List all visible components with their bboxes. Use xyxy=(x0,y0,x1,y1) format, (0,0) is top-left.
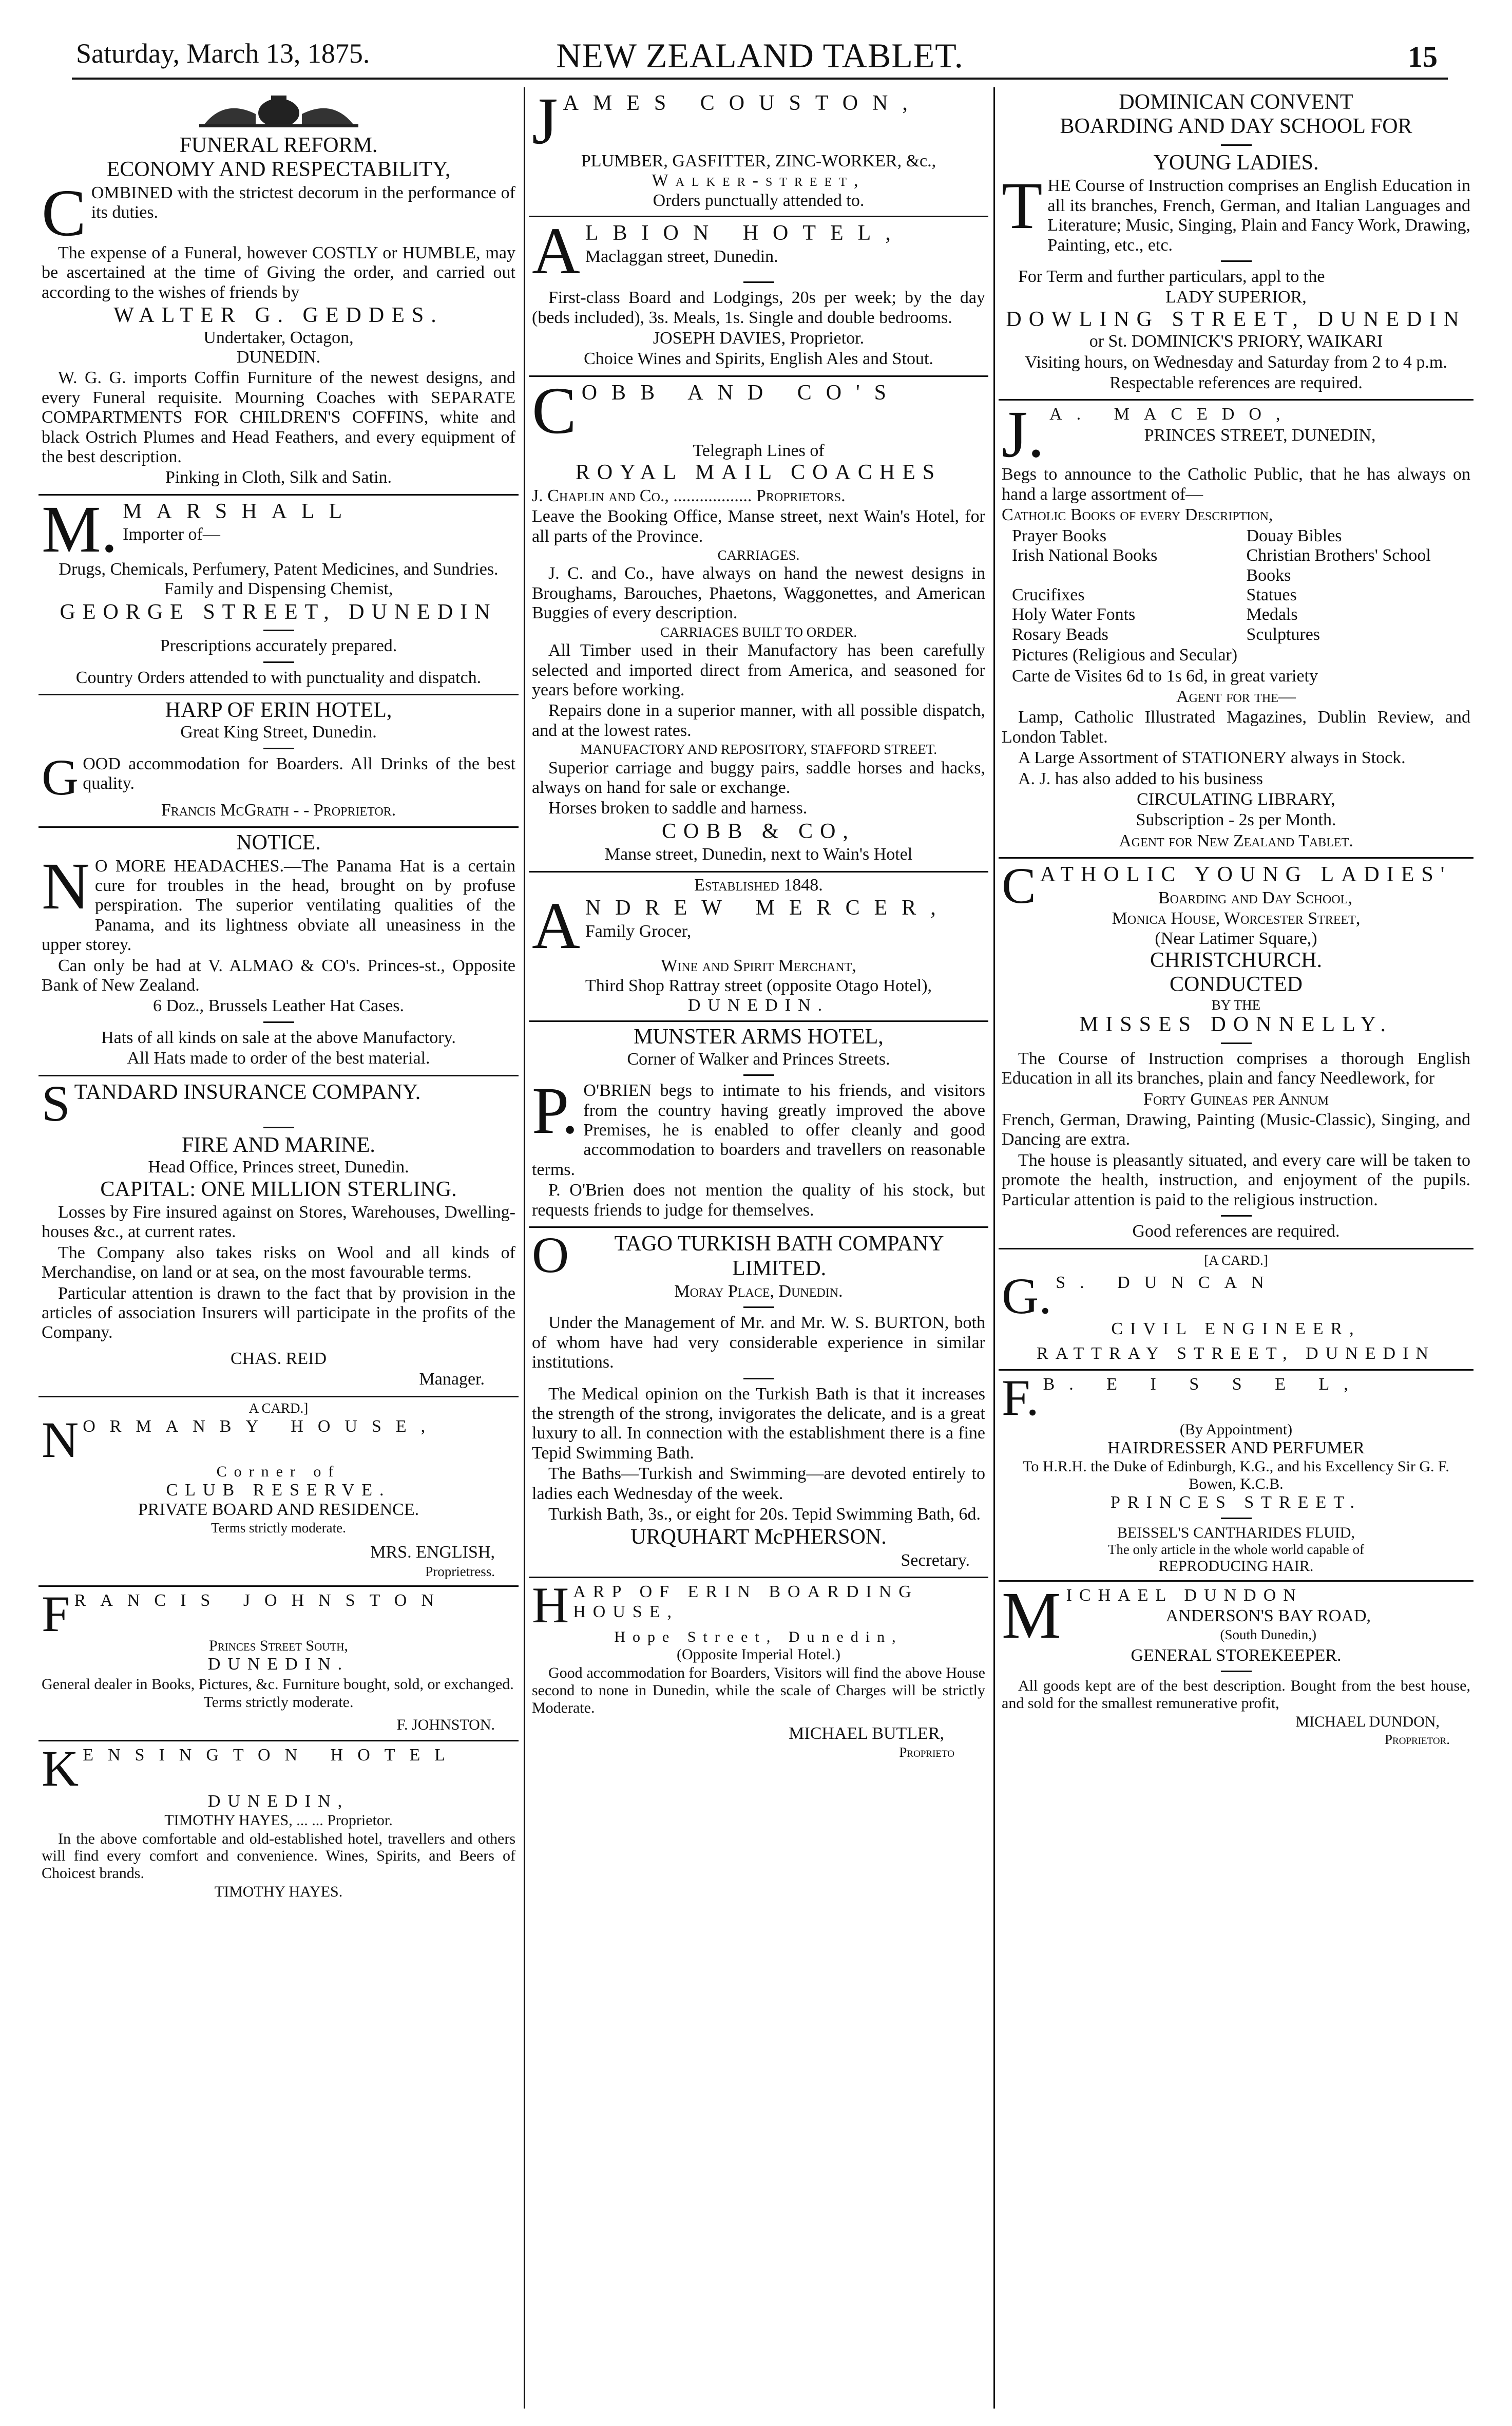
ad-signature: MICHAEL BUTLER, xyxy=(789,1723,944,1743)
ad-text: O MORE HEADACHES.—The Panama Hat is a certain cure for troubles in the head, brought on by profuse perspiration. The superior ventilating qualities of the Panama, and its lightness obviate all uneasiness in the upper storey. xyxy=(42,856,515,955)
ad-text: Under the Management of Mr. and Mr. W. S. BURTON, both of whom have had very considerable experience in similar institutions. xyxy=(532,1313,985,1372)
ad-text: HAIRDRESSER AND PERFUMER xyxy=(1107,1438,1365,1457)
ad-heading: CARRIAGES BUILT TO ORDER. xyxy=(660,624,857,640)
drop-cap: T xyxy=(1002,169,1043,243)
ad-text: (By Appointment) xyxy=(1179,1420,1293,1438)
ad-text: Agent for New Zealand Tablet. xyxy=(1119,831,1353,850)
ad-text: Head Office, Princes street, Dunedin. xyxy=(148,1158,409,1177)
masthead xyxy=(72,31,1448,80)
list-item: Irish National Books xyxy=(1012,546,1158,565)
ad-address: PRINCES STREET. xyxy=(1111,1492,1362,1512)
ad-harp-of-erin-boarding-house xyxy=(529,1578,988,1766)
ad-text: J. Chaplin and Co., .................. Proprietors. xyxy=(532,486,846,505)
drop-cap: F xyxy=(42,1585,70,1643)
drop-cap: C xyxy=(532,373,577,448)
ad-address: Manse street, Dunedin, next to Wain's Hotel xyxy=(604,845,913,864)
ad-text: ROYAL MAIL COACHES xyxy=(575,461,942,485)
ad-text: Boarding and Day School, xyxy=(1158,888,1352,907)
drop-cap: S xyxy=(42,1074,70,1132)
ad-text: 6 Doz., Brussels Leather Hat Cases. xyxy=(152,996,405,1016)
ad-munster-arms-hotel xyxy=(529,1022,988,1228)
ad-text: General dealer in Books, Pictures, &c. Furniture bought, sold, or exchanged. xyxy=(42,1675,514,1693)
ad-dominican-convent xyxy=(999,87,1473,401)
ad-text: Walker-street, xyxy=(652,171,866,191)
ad-role: Manager. xyxy=(419,1370,485,1389)
ad-text: (Opposite Imperial Hotel.) xyxy=(676,1646,841,1663)
ad-text: Corner of xyxy=(216,1463,341,1481)
ad-signature: CHAS. REID xyxy=(230,1349,327,1368)
ad-text: DUNEDIN, xyxy=(207,1792,350,1811)
ad-text: Maclaggan street, Dunedin. xyxy=(585,247,778,266)
ad-address: Great King Street, Dunedin. xyxy=(180,723,377,742)
ad-text: Agent for the— xyxy=(1176,687,1296,706)
ad-text: J. C. and Co., have always on hand the newest designs in Broughams, Barouches, Phaetons, Waggonettes, and American Buggies of every description. xyxy=(532,564,985,623)
ad-text: HE Course of Instruction comprises an English Education in all its branches, French, German, and Italian Languages and Literature; Music, Singing, Plain and Fancy Work, Drawing, Painting, etc., etc. xyxy=(1047,176,1470,255)
ad-title: ATHOLIC YOUNG LADIES' xyxy=(1040,863,1452,887)
ad-signature: URQUHART McPHERSON. xyxy=(630,1525,887,1549)
ad-text: Subscription - 2s per Month. xyxy=(1136,810,1336,830)
ad-text: Begs to announce to the Catholic Public, that he has always on hand a large assortment of— xyxy=(1002,465,1470,504)
drop-cap: P. xyxy=(532,1074,579,1148)
ad-andrew-mercer xyxy=(529,873,988,1022)
ad-harp-of-erin-hotel xyxy=(39,695,519,828)
ad-text: Third Shop Rattray street (opposite Otago Hotel), xyxy=(585,976,932,995)
ad-city: DUNEDIN. xyxy=(236,347,321,367)
ad-title: MARSHALL xyxy=(123,499,357,523)
drop-cap: O xyxy=(532,1226,569,1284)
ad-name: WALTER G. GEDDES. xyxy=(113,304,444,328)
ad-subtitle: BOARDING AND DAY SCHOOL FOR xyxy=(1060,115,1412,139)
ad-francis-johnston xyxy=(39,1587,519,1741)
ad-text: The expense of a Funeral, however COSTLY or HUMBLE, may be ascertained at the time of Giving the order, and carried out according to the wishes of friends by xyxy=(42,243,515,302)
ad-notice-panama xyxy=(39,828,519,1076)
drop-cap: G. xyxy=(1002,1267,1052,1325)
ad-title: A. MACEDO, xyxy=(1049,405,1295,424)
ad-title: OBB AND CO'S xyxy=(581,381,901,405)
ad-text: The Company also takes risks on Wool and all kinds of Merchandise, on land or at sea, on the most favourable terms. xyxy=(42,1243,515,1282)
ad-role: Secretary. xyxy=(901,1550,970,1570)
ad-text: Superior carriage and buggy pairs, saddle horses and hacks, always on hand for sale or exchange. xyxy=(532,758,985,798)
list-item: Medals xyxy=(1246,605,1298,624)
ad-signature: F. JOHNSTON. xyxy=(396,1716,495,1734)
ad-text: Hope Street, Dunedin, xyxy=(614,1628,903,1646)
ad-text: Visiting hours, on Wednesday and Saturday from 2 to 4 p.m. xyxy=(1025,352,1447,372)
ad-proprietor: Francis McGrath - - Proprietor. xyxy=(161,800,396,820)
ad-funeral-reform xyxy=(39,87,519,496)
ad-text: Catholic Books of every Description, xyxy=(1002,505,1273,525)
ad-text: (Near Latimer Square,) xyxy=(1155,928,1317,948)
ad-text: PLUMBER, GASFITTER, ZINC-WORKER, &c., xyxy=(581,151,936,170)
ad-standard-insurance xyxy=(39,1076,519,1397)
newspaper-title: NEW ZEALAND TABLET. xyxy=(556,36,964,75)
ad-text: PRINCES STREET, DUNEDIN, xyxy=(1144,425,1376,445)
ad-text: Importer of— xyxy=(123,525,220,544)
items-list xyxy=(1002,526,1470,645)
ad-text: CLUB RESERVE. xyxy=(166,1481,391,1500)
ad-text: The Medical opinion on the Turkish Bath is that it increases the strength of the strong, invigorates the delicate, and is a great luxury to all. In connection with the establishment there is a fine Tepid Swimming Bath. xyxy=(532,1384,985,1463)
ad-role: Proprietress. xyxy=(425,1563,495,1579)
drop-cap: A xyxy=(532,889,580,963)
page-number: 15 xyxy=(1408,40,1438,73)
list-item: Rosary Beads xyxy=(1012,624,1108,644)
column-middle xyxy=(529,87,988,2409)
ad-text: Forty Guineas per Annum xyxy=(1143,1089,1329,1109)
ad-title: ARP OF ERIN BOARDING HOUSE, xyxy=(573,1582,918,1621)
ad-title: TANDARD INSURANCE COMPANY. xyxy=(74,1080,421,1104)
ad-text: LADY SUPERIOR, xyxy=(1165,288,1307,307)
column-left xyxy=(39,87,519,2409)
card-label: [A CARD.] xyxy=(1204,1252,1268,1268)
ad-role: Proprietor. xyxy=(1385,1731,1450,1747)
ad-text: Monica House, Worcester Street, xyxy=(1112,909,1361,928)
column-divider xyxy=(524,87,525,2409)
ad-text: Leave the Booking Office, Manse street, next Wain's Hotel, for all parts of the Province. xyxy=(532,507,985,546)
ad-title: ENSINGTON HOTEL xyxy=(83,1746,460,1765)
ad-normanby-house xyxy=(39,1397,519,1587)
list-item: Prayer Books xyxy=(1012,526,1107,545)
ad-text: Horses broken to saddle and harness. xyxy=(548,799,808,818)
ad-signature: TIMOTHY HAYES. xyxy=(214,1883,343,1901)
drop-cap: K xyxy=(42,1740,79,1797)
ad-text: P. O'Brien does not mention the quality of his stock, but requests friends to judge for themselves. xyxy=(532,1181,985,1220)
ad-text: Particular attention is drawn to the fact that by provision in the articles of association Insurers will participate in the profits of the Company. xyxy=(42,1283,515,1342)
ad-role: Undertaker, Octagon, xyxy=(203,328,354,347)
ad-role: Proprieto xyxy=(899,1745,954,1760)
ad-signature: MICHAEL DUNDON, xyxy=(1295,1713,1440,1730)
drop-cap: A xyxy=(532,214,580,289)
ad-text: Hats of all kinds on sale at the above Manufactory. xyxy=(101,1028,456,1047)
ad-text: Country Orders attended to with punctuality and dispatch. xyxy=(75,668,482,687)
drop-cap: N xyxy=(42,849,90,923)
ad-title: B. E I S S E L, xyxy=(1043,1374,1363,1394)
drop-cap: N xyxy=(42,1411,79,1469)
ad-title: AMES COUSTON, xyxy=(563,91,922,115)
ad-text: Corner of Walker and Princes Streets. xyxy=(627,1049,890,1069)
ad-text: PRIVATE BOARD AND RESIDENCE. xyxy=(138,1500,419,1520)
issue-date: Saturday, March 13, 1875. xyxy=(76,38,370,69)
ad-text: Terms strictly moderate. xyxy=(211,1520,346,1536)
ad-albion-hotel xyxy=(529,214,988,377)
ad-signature: JOSEPH DAVIES, Proprietor. xyxy=(653,329,865,348)
ad-title: FUNERAL REFORM. xyxy=(179,134,378,157)
ad-title: RANCIS JOHNSTON xyxy=(74,1591,448,1610)
ad-cobb-and-co xyxy=(529,373,988,873)
ad-text: W. G. G. imports Coffin Furniture of the newest designs, and every Funeral requisite. Mourning Coaches with SEPARATE COMPARTMENTS FOR CHILDREN'S COFFINS, white and black Ostrich Plumes and Head Feathers, and every equipment of the best description. xyxy=(42,368,515,467)
ad-text: Prescriptions accurately prepared. xyxy=(160,636,397,656)
ad-text: DUNEDIN. xyxy=(207,1655,350,1674)
ad-text: The house is pleasantly situated, and every care will be taken to promote the health, instruction, and enjoyment of the pupils. Particular attention is paid to the religious instruction. xyxy=(1002,1150,1470,1209)
ad-address: DOWLING STREET, DUNEDIN xyxy=(1006,307,1466,331)
ad-text: MISSES DONNELLY. xyxy=(1079,1013,1393,1037)
ad-text: OMBINED with the strictest decorum in the performance of its duties. xyxy=(91,183,515,222)
ad-otago-turkish-bath xyxy=(529,1228,988,1578)
ad-text: Pictures (Religious and Secular) xyxy=(1012,646,1238,665)
ad-text: Princes Street South, xyxy=(209,1637,348,1655)
ad-address: RATTRAY STREET, DUNEDIN xyxy=(1037,1344,1436,1363)
ad-text: (South Dunedin,) xyxy=(1220,1627,1317,1643)
ad-text: Wine and Spirit Merchant, xyxy=(661,956,856,976)
ad-text: In the above comfortable and old-established hotel, travellers and others will find every comfort and convenience. Wines, Spirits, and Beers of Choicest brands. xyxy=(42,1830,515,1882)
ad-text: A. J. has also added to his business xyxy=(1018,769,1263,788)
ad-macedo xyxy=(999,397,1473,859)
drop-cap: F. xyxy=(1002,1369,1039,1426)
ad-title: ICHAEL DUNDON xyxy=(1066,1585,1303,1605)
ad-text: CIVIL ENGINEER, xyxy=(1111,1319,1361,1339)
drop-cap: G xyxy=(42,748,79,806)
ad-title: LBION HOTEL, xyxy=(585,221,905,245)
ad-marshall xyxy=(39,492,519,695)
column-divider xyxy=(993,87,995,2409)
ad-text: Carte de Visites 6d to 1s 6d, in great variety xyxy=(1012,666,1318,686)
list-item: Crucifixes xyxy=(1012,585,1085,604)
ad-text: CAPITAL: ONE MILLION STERLING. xyxy=(100,1177,457,1201)
ad-text: Choice Wines and Spirits, English Ales and Stout. xyxy=(584,349,933,369)
ad-text: Moray Place, Dunedin. xyxy=(674,1281,843,1301)
ad-text: Can only be had at V. ALMAO & CO's. Princes-st., Opposite Bank of New Zealand. xyxy=(42,956,515,995)
ad-text: All Timber used in their Manufactory has been carefully selected and imported direct from America, and seasoned for years before working. xyxy=(532,641,985,699)
ad-text: CIRCULATING LIBRARY, xyxy=(1137,789,1335,809)
column-right xyxy=(999,87,1473,2409)
drop-cap: H xyxy=(532,1577,569,1634)
ad-text: A Large Assortment of STATIONERY always in Stock. xyxy=(1018,748,1406,768)
ad-james-couston xyxy=(529,87,988,217)
ad-text: CHRISTCHURCH. xyxy=(1150,949,1322,972)
list-item: Christian Brothers' School Books xyxy=(1246,546,1431,585)
ad-signature: COBB & CO, xyxy=(662,819,855,843)
list-item: Sculptures xyxy=(1246,624,1320,644)
ad-kensington-hotel xyxy=(39,1741,519,1907)
ad-subtitle: FIRE AND MARINE. xyxy=(182,1133,375,1157)
ad-title: DOMINICAN CONVENT xyxy=(1119,90,1353,114)
ad-title: ORMANBY HOUSE, xyxy=(83,1417,440,1436)
ad-text: All Hats made to order of the best material. xyxy=(127,1049,430,1068)
drop-cap: C xyxy=(42,176,86,250)
ad-michael-dundon xyxy=(999,1578,1473,1754)
ad-text: Good references are required. xyxy=(1132,1222,1340,1241)
drop-cap: J xyxy=(532,87,558,158)
ad-text: Respectable references are required. xyxy=(1109,373,1363,393)
ad-heading: MANUFACTORY AND REPOSITORY, STAFFORD STREET. xyxy=(580,742,937,757)
ad-text: First-class Board and Lodgings, 20s per week; by the day (beds included), 3s. Meals, 1s. Single and double bedrooms. xyxy=(532,288,985,327)
ad-text: Turkish Bath, 3s., or eight for 20s. Tepid Swimming Bath, 6d. xyxy=(548,1505,981,1524)
list-item: Statues xyxy=(1246,585,1297,604)
ad-text: CONDUCTED xyxy=(1170,973,1303,997)
drop-cap: J. xyxy=(1002,397,1045,472)
ad-title: HARP OF ERIN HOTEL, xyxy=(165,698,392,722)
ad-title: TAGO TURKISH BATH COMPANY LIMITED. xyxy=(614,1232,944,1280)
ad-subtitle: ECONOMY AND RESPECTABILITY, xyxy=(106,158,451,182)
ad-text: OOD accommodation for Boarders. All Drinks of the best quality. xyxy=(83,754,515,793)
ad-text: The only article in the whole world capable of xyxy=(1107,1542,1365,1558)
ad-text: The Course of Instruction comprises a thorough English Education in all its branches, plain and fancy Needlework, for xyxy=(1002,1049,1470,1088)
ad-text: Lamp, Catholic Illustrated Magazines, Dublin Review, and London Tablet. xyxy=(1002,708,1470,747)
ad-text: Losses by Fire insured against on Stores, Warehouses, Dwelling-houses &c., at current rates. xyxy=(42,1203,515,1242)
ad-established: Established 1848. xyxy=(694,875,823,895)
list-item: Douay Bibles xyxy=(1246,526,1342,545)
ad-subtitle: YOUNG LADIES. xyxy=(1153,150,1319,175)
ad-text: All goods kept are of the best description. Bought from the best house, and sold for the smallest remunerative profit, xyxy=(1002,1677,1470,1712)
ad-title: NOTICE. xyxy=(236,831,321,855)
ad-text: BEISSEL'S CANTHARIDES FLUID, xyxy=(1117,1524,1355,1542)
royal-crest-icon xyxy=(194,93,363,129)
ad-text: TIMOTHY HAYES, ... ... Proprietor. xyxy=(164,1811,393,1829)
ad-text: REPRODUCING HAIR. xyxy=(1158,1557,1314,1575)
drop-cap: M xyxy=(1002,1578,1061,1653)
card-label: A CARD.] xyxy=(248,1400,309,1416)
ad-text: Repairs done in a superior manner, with all possible dispatch, and at the lowest rates. xyxy=(532,701,985,740)
drop-cap: C xyxy=(1002,857,1036,915)
ad-text: To H.R.H. the Duke of Edinburgh, K.G., and his Excellency Sir G. F. Bowen, K.C.B. xyxy=(1023,1458,1449,1493)
ad-text: Telegraph Lines of xyxy=(693,441,825,460)
ad-text: O'BRIEN begs to intimate to his friends, and visitors from the country having greatly improved the above Premises, he is enabled to offer cleanly and good accommodation to boarders and travellers on reasonable terms. xyxy=(532,1081,985,1179)
ad-text: Good accommodation for Boarders, Visitors will find the above House second to none in Dunedin, while the scale of Charges will be strictly Moderate. xyxy=(532,1664,985,1716)
ad-text: French, German, Drawing, Painting (Music-Classic), Singing, and Dancing are extra. xyxy=(1002,1110,1470,1149)
ad-text: Drugs, Chemicals, Perfumery, Patent Medicines, and Sundries. Family and Dispensing Chemist, xyxy=(59,559,499,599)
ad-heading: CARRIAGES. xyxy=(717,547,800,563)
list-item: Holy Water Fonts xyxy=(1012,605,1136,624)
ad-signature: MRS. ENGLISH, xyxy=(370,1543,495,1562)
ad-text: BY THE xyxy=(1211,997,1261,1013)
ad-title: NDREW MERCER, xyxy=(585,896,950,920)
drop-cap: M. xyxy=(42,492,118,566)
ad-text: Orders punctually attended to. xyxy=(653,191,865,210)
ad-text: Pinking in Cloth, Silk and Satin. xyxy=(165,468,392,487)
ad-title: S. DUNCAN xyxy=(1056,1273,1278,1293)
ad-text: or St. DOMINICK'S PRIORY, WAIKARI xyxy=(1089,332,1383,351)
ad-title: MUNSTER ARMS HOTEL, xyxy=(634,1025,884,1049)
ad-address: GEORGE STREET, DUNEDIN xyxy=(60,600,497,624)
ad-text: Terms strictly moderate. xyxy=(203,1694,354,1711)
ad-text: Family Grocer, xyxy=(585,921,692,941)
ad-text: DUNEDIN. xyxy=(687,995,830,1015)
ad-text: GENERAL STOREKEEPER. xyxy=(1131,1645,1342,1665)
ad-text: For Term and further particulars, appl to the xyxy=(1018,267,1325,286)
ad-text: The Baths—Turkish and Swimming—are devoted entirely to ladies each Wednesday of the week. xyxy=(532,1464,985,1503)
ad-catholic-young-ladies xyxy=(999,859,1473,1249)
ad-f-beissel xyxy=(999,1371,1473,1582)
ad-g-s-duncan xyxy=(999,1249,1473,1371)
ad-text: ANDERSON'S BAY ROAD, xyxy=(1165,1606,1371,1625)
